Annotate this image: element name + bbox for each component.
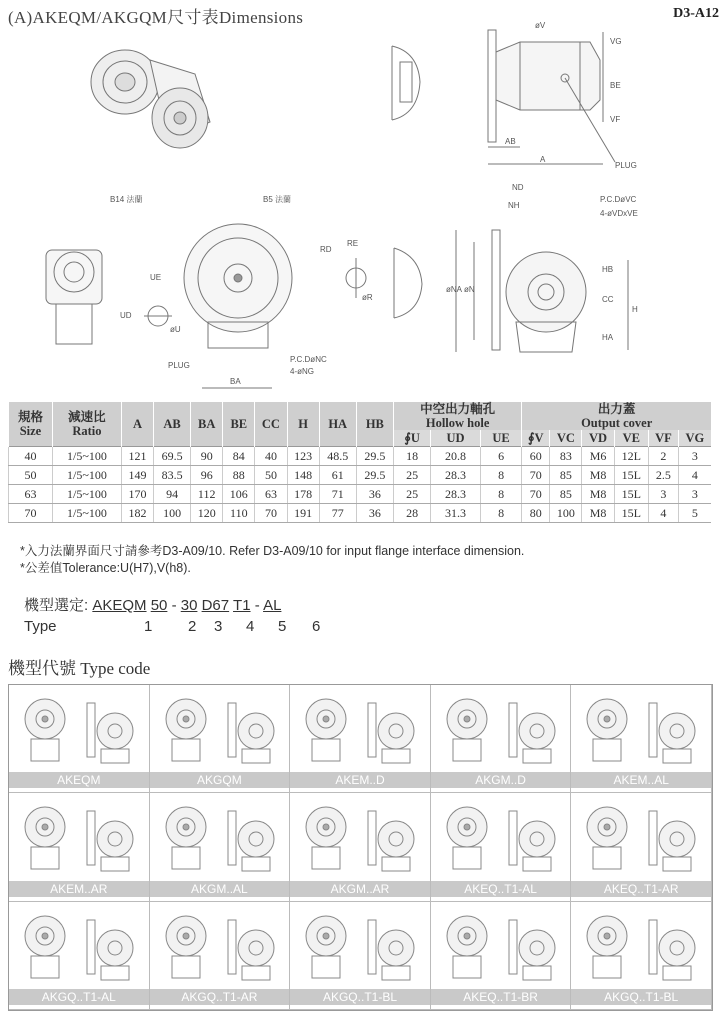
table-cell: 63 xyxy=(9,485,53,504)
table-cell: 8 xyxy=(480,504,521,523)
table-cell: 149 xyxy=(121,466,153,485)
dimension-drawings xyxy=(0,22,725,400)
typecode-label: AKGQ..T1-AR xyxy=(150,989,290,1005)
sel-part-2: 50 xyxy=(150,597,168,614)
label-n: øN xyxy=(464,285,475,294)
table-cell: M8 xyxy=(582,466,614,485)
table-cell: 178 xyxy=(287,485,319,504)
gearbox-drawing-icon xyxy=(577,689,705,769)
sel-dash-1: - xyxy=(171,597,177,614)
typecode-grid xyxy=(8,684,713,1011)
table-cell: 63 xyxy=(255,485,287,504)
table-cell: 60 xyxy=(522,447,550,466)
table-cell: 182 xyxy=(121,504,153,523)
table-cell: 18 xyxy=(393,447,430,466)
table-cell: 90 xyxy=(191,447,223,466)
table-cell: M6 xyxy=(582,447,614,466)
note-flange: *入力法蘭界面尺寸請參考D3-A09/10. Refer D3-A09/10 for input flange interface dimension. xyxy=(20,544,525,558)
table-cell: 1/5~100 xyxy=(52,504,121,523)
label-pcd-vc: P.C.DøVC xyxy=(600,195,637,204)
table-cell: 1/5~100 xyxy=(52,447,121,466)
table-cell: 50 xyxy=(9,466,53,485)
typecode-cell xyxy=(290,902,431,1010)
table-cell: 84 xyxy=(223,447,255,466)
col-hb: HB xyxy=(356,402,393,447)
label-vdxve: 4-øVDxVE xyxy=(600,209,638,218)
table-cell: 15L xyxy=(614,485,648,504)
page-title: (A)AKEQM/AKGQM尺寸表Dimensions xyxy=(8,8,304,27)
type-num-5: 5 xyxy=(278,618,287,635)
table-cell: 170 xyxy=(121,485,153,504)
col-be: BE xyxy=(223,402,255,447)
table-cell: 69.5 xyxy=(154,447,191,466)
label-nh: NH xyxy=(508,201,520,210)
col-group-cover: 出力蓋 Output cover xyxy=(522,402,711,430)
table-cell: 88 xyxy=(223,466,255,485)
label-plug: PLUG xyxy=(615,161,637,170)
table-cell: 48.5 xyxy=(319,447,356,466)
table-row xyxy=(9,485,712,504)
col-ratio: 減速比 Ratio xyxy=(52,402,121,447)
table-cell: 8 xyxy=(480,466,521,485)
typecode-label: AKEQM xyxy=(9,772,149,788)
label-plug-2: PLUG xyxy=(168,361,190,370)
label-ha: HA xyxy=(602,333,614,342)
typecode-label: AKEQ..T1-BR xyxy=(431,989,571,1005)
table-cell: 106 xyxy=(223,485,255,504)
table-cell: 1/5~100 xyxy=(52,485,121,504)
sel-part-1: AKEQM xyxy=(92,597,147,614)
label-rd: RD xyxy=(320,245,332,254)
table-cell: 1/5~100 xyxy=(52,466,121,485)
col-v: ∮V xyxy=(522,430,550,447)
table-cell: 3 xyxy=(648,485,678,504)
label-ud: UD xyxy=(120,311,132,320)
typecode-label: AKEQ..T1-AL xyxy=(431,881,571,897)
table-cell: 70 xyxy=(9,504,53,523)
typecode-cell xyxy=(150,685,291,793)
sel-part-4: D67 xyxy=(201,597,230,614)
col-size: 規格 Size xyxy=(9,402,53,447)
typecode-cell xyxy=(431,902,572,1010)
table-cell: 31.3 xyxy=(431,504,481,523)
typecode-cell xyxy=(9,685,150,793)
sel-part-3: 30 xyxy=(180,597,198,614)
gearbox-drawing-icon xyxy=(296,797,424,877)
key-section xyxy=(346,258,366,298)
col-vd: VD xyxy=(582,430,614,447)
table-cell: 36 xyxy=(356,504,393,523)
typecode-label: AKEQ..T1-AR xyxy=(571,881,711,897)
typecode-label: AKGQ..T1-BL xyxy=(290,989,430,1005)
table-cell: 191 xyxy=(287,504,319,523)
table-cell: 85 xyxy=(550,485,582,504)
table-cell: 96 xyxy=(191,466,223,485)
col-ab: AB xyxy=(154,402,191,447)
label-nd: ND xyxy=(512,183,524,192)
table-cell: 8 xyxy=(480,485,521,504)
gearbox-drawing-icon xyxy=(296,906,424,986)
table-cell: 148 xyxy=(287,466,319,485)
col-h: H xyxy=(287,402,319,447)
col-cc: CC xyxy=(255,402,287,447)
gearbox-drawing-icon xyxy=(577,906,705,986)
typecode-label: AKGM..D xyxy=(431,772,571,788)
typecode-cell xyxy=(431,685,572,793)
table-cell: 110 xyxy=(223,504,255,523)
typecode-label: AKGQ..T1-BL xyxy=(571,989,711,1005)
table-cell: 28 xyxy=(393,504,430,523)
table-cell: 80 xyxy=(522,504,550,523)
label-b14: B14 法蘭 xyxy=(110,195,143,204)
type-num-2: 2 xyxy=(188,618,197,635)
label-be: BE xyxy=(610,81,621,90)
table-cell: 120 xyxy=(191,504,223,523)
type-row xyxy=(24,618,321,635)
label-pcd-nc: P.C.DøNC xyxy=(290,355,327,364)
selection-prefix: 機型選定: xyxy=(24,597,89,614)
gearbox-3d-image xyxy=(91,50,210,148)
typecode-cell xyxy=(150,793,291,901)
model-selection xyxy=(24,594,281,615)
page-code: D3-A12 xyxy=(673,6,719,21)
table-cell: 40 xyxy=(255,447,287,466)
shaft-section xyxy=(144,306,172,326)
typecode-label: AKGQ..T1-AL xyxy=(9,989,149,1005)
typecode-label: AKGQM xyxy=(150,772,290,788)
table-row xyxy=(9,447,712,466)
gearbox-drawing-icon xyxy=(15,689,143,769)
typecode-cell xyxy=(9,793,150,901)
label-re: RE xyxy=(347,239,359,248)
label-ng: 4-øNG xyxy=(290,367,314,376)
label-cc: CC xyxy=(602,295,614,304)
table-cell: 15L xyxy=(614,504,648,523)
label-vf: VF xyxy=(610,115,621,124)
table-cell: 70 xyxy=(255,504,287,523)
table-cell: 85 xyxy=(550,466,582,485)
table-cell: 5 xyxy=(678,504,711,523)
typecode-cell xyxy=(431,793,572,901)
b14-flange-view xyxy=(46,250,102,344)
table-cell: 100 xyxy=(154,504,191,523)
col-u: ∮U xyxy=(393,430,430,447)
gearbox-drawing-icon xyxy=(437,797,565,877)
table-cell: 29.5 xyxy=(356,466,393,485)
table-row xyxy=(9,466,712,485)
table-cell: 83 xyxy=(550,447,582,466)
gearbox-drawing-icon xyxy=(156,797,284,877)
typecode-label: AKGM..AR xyxy=(290,881,430,897)
typecode-cell xyxy=(290,793,431,901)
table-cell: 36 xyxy=(356,485,393,504)
typecode-label: AKEM..AL xyxy=(571,772,711,788)
label-u: øU xyxy=(170,325,181,334)
typecode-cell xyxy=(571,685,712,793)
label-a: A xyxy=(540,155,546,164)
side-flange-view xyxy=(392,46,420,120)
table-cell: 61 xyxy=(319,466,356,485)
table-cell: 112 xyxy=(191,485,223,504)
label-vg: VG xyxy=(610,37,622,46)
table-cell: 2 xyxy=(648,447,678,466)
table-cell: 25 xyxy=(393,466,430,485)
label-na: øNA xyxy=(446,285,462,294)
b5-flange-view xyxy=(184,224,292,348)
table-cell: 20.8 xyxy=(431,447,481,466)
col-ue: UE xyxy=(480,430,521,447)
table-cell: 29.5 xyxy=(356,447,393,466)
label-ue: UE xyxy=(150,273,162,282)
table-cell: 15L xyxy=(614,466,648,485)
col-vf: VF xyxy=(648,430,678,447)
type-num-1: 1 xyxy=(144,618,153,635)
sel-part-5: T1 xyxy=(233,597,251,614)
table-cell: 28.3 xyxy=(431,485,481,504)
typecode-cell xyxy=(150,902,291,1010)
gearbox-drawing-icon xyxy=(437,906,565,986)
mid-flange-side xyxy=(394,248,422,318)
col-ud: UD xyxy=(431,430,481,447)
table-cell: 94 xyxy=(154,485,191,504)
type-num-3: 3 xyxy=(214,618,223,635)
typecode-label: AKGM..AL xyxy=(150,881,290,897)
gearbox-drawing-icon xyxy=(15,797,143,877)
table-cell: 123 xyxy=(287,447,319,466)
gearbox-drawing-icon xyxy=(156,906,284,986)
table-row xyxy=(9,504,712,523)
table-cell: 25 xyxy=(393,485,430,504)
sel-dash-2: - xyxy=(254,597,260,614)
table-cell: 83.5 xyxy=(154,466,191,485)
typecode-label: AKEM..AR xyxy=(9,881,149,897)
typecode-cell xyxy=(571,902,712,1010)
gearbox-drawing-icon xyxy=(437,689,565,769)
typecode-label: AKEM..D xyxy=(290,772,430,788)
dimension-table xyxy=(8,402,711,523)
table-cell: 50 xyxy=(255,466,287,485)
col-ve: VE xyxy=(614,430,648,447)
label-h: H xyxy=(632,305,638,314)
type-num-4: 4 xyxy=(246,618,255,635)
label-fv: øV xyxy=(535,22,546,30)
table-cell: M8 xyxy=(582,485,614,504)
table-cell: 70 xyxy=(522,466,550,485)
label-ba: BA xyxy=(230,377,241,386)
gearbox-drawing-icon xyxy=(296,689,424,769)
gearbox-drawing-icon xyxy=(15,906,143,986)
table-cell: 121 xyxy=(121,447,153,466)
table-cell: 4 xyxy=(678,466,711,485)
note-tolerance: *公差值Tolerance:U(H7),V(h8). xyxy=(20,561,191,575)
table-cell: 70 xyxy=(522,485,550,504)
table-cell: 100 xyxy=(550,504,582,523)
table-cell: 6 xyxy=(480,447,521,466)
gearbox-drawing-icon xyxy=(577,797,705,877)
type-label: Type xyxy=(24,618,57,635)
label-r: øR xyxy=(362,293,373,302)
col-vc: VC xyxy=(550,430,582,447)
typecode-cell xyxy=(290,685,431,793)
label-hb: HB xyxy=(602,265,614,274)
table-cell: 3 xyxy=(678,485,711,504)
col-a: A xyxy=(121,402,153,447)
table-cell: 2.5 xyxy=(648,466,678,485)
typecode-cell xyxy=(9,902,150,1010)
col-vg: VG xyxy=(678,430,711,447)
col-group-hollow: 中空出力軸孔 Hollow hole xyxy=(393,402,521,430)
sel-part-6: AL xyxy=(263,597,282,614)
table-cell: 3 xyxy=(678,447,711,466)
type-num-6: 6 xyxy=(312,618,321,635)
col-ba: BA xyxy=(191,402,223,447)
table-cell: 71 xyxy=(319,485,356,504)
table-cell: 4 xyxy=(648,504,678,523)
col-ha: HA xyxy=(319,402,356,447)
table-cell: 40 xyxy=(9,447,53,466)
label-ab: AB xyxy=(505,137,516,146)
typecode-title: 機型代號 Type code xyxy=(8,659,151,678)
label-b5: B5 法蘭 xyxy=(263,195,292,204)
typecode-cell xyxy=(571,793,712,901)
table-cell: 12L xyxy=(614,447,648,466)
table-cell: M8 xyxy=(582,504,614,523)
table-cell: 77 xyxy=(319,504,356,523)
gearbox-drawing-icon xyxy=(156,689,284,769)
table-cell: 28.3 xyxy=(431,466,481,485)
